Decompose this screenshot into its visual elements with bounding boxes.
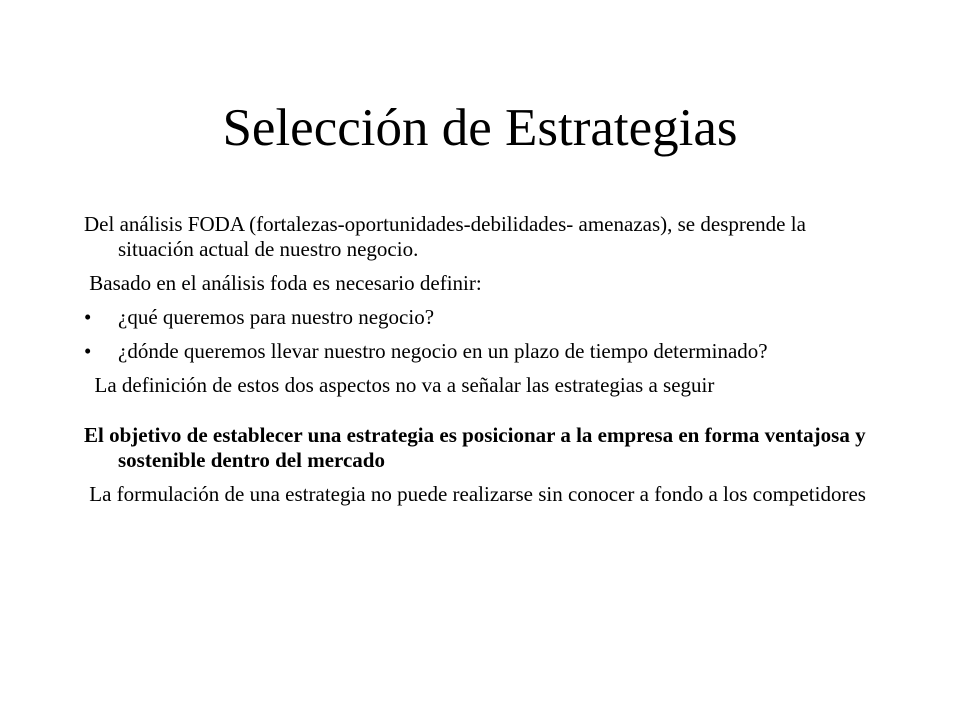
bullet-icon: • bbox=[84, 305, 92, 329]
bullet-text-1: ¿qué queremos para nuestro negocio? bbox=[118, 305, 435, 329]
paragraph-formulation: La formulación de una estrategia no puede realizarse sin conocer a fondo a los competidores bbox=[84, 482, 866, 506]
paragraph-objective: El objetivo de establecer una estrategia es posicionar a la empresa en forma ventajosa y sostenible dentro del mercado bbox=[84, 423, 866, 472]
paragraph-definition: La definición de estos dos aspectos no va a señalar las estrategias a seguir bbox=[84, 373, 715, 397]
slide-title: Selección de Estrategias bbox=[222, 99, 738, 157]
slide-body bbox=[84, 212, 884, 507]
paragraph-define-intro: Basado en el análisis foda es necesario definir: bbox=[84, 271, 482, 295]
bullet-icon: • bbox=[84, 339, 92, 363]
bullet-item bbox=[84, 305, 884, 330]
paragraph-foda-intro: Del análisis FODA (fortalezas-oportunidades-debilidades- amenazas), se desprende la situación actual de nuestro negocio. bbox=[84, 212, 806, 261]
bullet-item bbox=[84, 339, 884, 364]
bullet-text-2: ¿dónde queremos llevar nuestro negocio en un plazo de tiempo determinado? bbox=[118, 339, 768, 363]
